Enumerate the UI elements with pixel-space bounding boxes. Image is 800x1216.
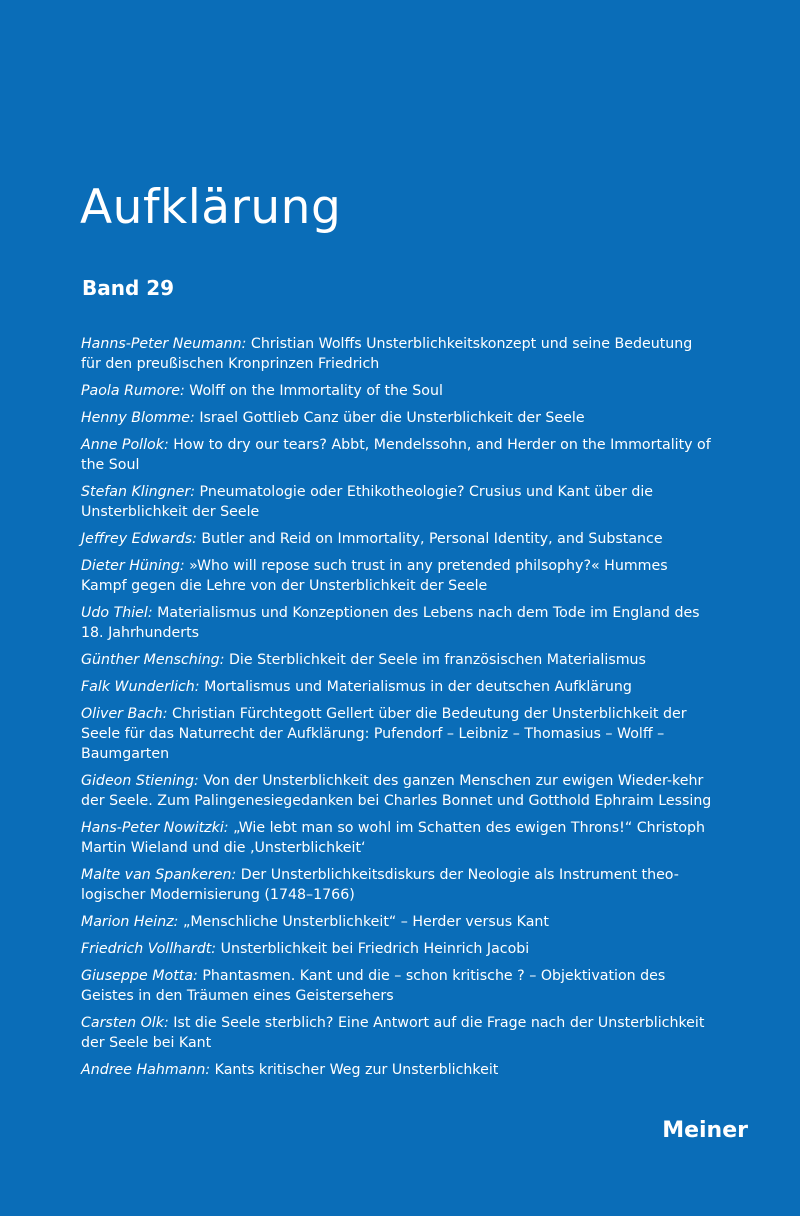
publisher-logo: Meiner bbox=[662, 1118, 748, 1143]
entry-author: Udo Thiel: bbox=[81, 605, 153, 621]
contents-entry bbox=[81, 334, 713, 374]
entry-author: Giuseppe Motta: bbox=[81, 968, 198, 984]
entry-author: Carsten Olk: bbox=[81, 1015, 169, 1031]
entry-title: Von der Unsterblichkeit des ganzen Menschen zur ewigen Wieder-kehr der Seele. Zum Palingenesiegedanken bei Charles Bonnet und Gotthold Ephraim Lessing bbox=[81, 773, 712, 809]
entry-author: Falk Wunderlich: bbox=[81, 679, 200, 695]
table-of-contents bbox=[81, 334, 713, 1087]
contents-entry bbox=[81, 912, 713, 932]
contents-entry bbox=[81, 704, 713, 764]
entry-title: Christian Fürchtegott Gellert über die Bedeutung der Unsterblichkeit der Seele für das Naturrecht der Aufklärung: Pufendorf – Leibniz – Thomasius – Wolff – Baumgarten bbox=[81, 706, 687, 762]
contents-entry bbox=[81, 1060, 713, 1080]
series-title: Aufklärung bbox=[80, 180, 342, 235]
entry-author: Stefan Klingner: bbox=[81, 484, 196, 500]
entry-title: Mortalismus und Materialismus in der deutschen Aufklärung bbox=[204, 679, 632, 695]
contents-entry bbox=[81, 408, 713, 428]
entry-title: Die Sterblichkeit der Seele im französischen Materialismus bbox=[228, 652, 646, 668]
volume-number: Band 29 bbox=[82, 276, 175, 300]
entry-title: Phantasmen. Kant und die – schon kritische ? – Objektivation des Geistes in den Träumen eines Geistersehers bbox=[81, 968, 666, 1004]
entry-title: Ist die Seele sterblich? Eine Antwort auf die Frage nach der Unsterblichkeit der Seele bei Kant bbox=[81, 1015, 705, 1051]
contents-entry bbox=[81, 482, 713, 522]
entry-title: „Menschliche Unsterblichkeit“ – Herder versus Kant bbox=[182, 914, 549, 930]
contents-entry bbox=[81, 966, 713, 1006]
contents-entry bbox=[81, 381, 713, 401]
entry-author: Andree Hahmann: bbox=[81, 1062, 211, 1078]
entry-author: Marion Heinz: bbox=[81, 914, 179, 930]
contents-entry bbox=[81, 865, 713, 905]
entry-title: Israel Gottlieb Canz über die Unsterblichkeit der Seele bbox=[199, 410, 585, 426]
contents-entry bbox=[81, 939, 713, 959]
entry-title: Pneumatologie oder Ethikotheologie? Crusius und Kant über die Unsterblichkeit der Seele bbox=[81, 484, 654, 520]
entry-author: Gideon Stiening: bbox=[81, 773, 199, 789]
entry-title: Der Unsterblichkeitsdiskurs der Neologie als Instrument theo-logischer Modernisierung (1748–1766) bbox=[81, 867, 679, 903]
entry-author: Malte van Spankeren: bbox=[81, 867, 237, 883]
entry-title: »Who will repose such trust in any pretended philsophy?« Hummes Kampf gegen die Lehre von der Unsterblichkeit der Seele bbox=[81, 558, 668, 594]
contents-entry bbox=[81, 818, 713, 858]
entry-title: Kants kritischer Weg zur Unsterblichkeit bbox=[214, 1062, 499, 1078]
entry-author: Günther Mensching: bbox=[81, 652, 225, 668]
entry-title: Christian Wolffs Unsterblichkeitskonzept und seine Bedeutung für den preußischen Kronprinzen Friedrich bbox=[81, 336, 693, 372]
entry-author: Dieter Hüning: bbox=[81, 558, 185, 574]
entry-title: How to dry our tears? Abbt, Mendelssohn, and Herder on the Immortality of the Soul bbox=[81, 437, 711, 473]
entry-title: Wolff on the Immortality of the Soul bbox=[189, 383, 443, 399]
contents-entry bbox=[81, 435, 713, 475]
entry-author: Hans-Peter Nowitzki: bbox=[81, 820, 229, 836]
contents-entry bbox=[81, 556, 713, 596]
contents-entry bbox=[81, 677, 713, 697]
entry-author: Friedrich Vollhardt: bbox=[81, 941, 217, 957]
entry-author: Jeffrey Edwards: bbox=[81, 531, 197, 547]
entry-title: „Wie lebt man so wohl im Schatten des ewigen Throns!“ Christoph Martin Wieland und die ‚Unsterblichkeit‘ bbox=[81, 820, 706, 856]
contents-entry bbox=[81, 1013, 713, 1053]
entry-author: Oliver Bach: bbox=[81, 706, 168, 722]
entry-title: Butler and Reid on Immortality, Personal Identity, and Substance bbox=[201, 531, 663, 547]
entry-title: Materialismus und Konzeptionen des Lebens nach dem Tode im England des 18. Jahrhunderts bbox=[81, 605, 700, 641]
entry-title: Unsterblichkeit bei Friedrich Heinrich Jacobi bbox=[220, 941, 530, 957]
contents-entry bbox=[81, 603, 713, 643]
contents-entry bbox=[81, 529, 713, 549]
entry-author: Henny Blomme: bbox=[81, 410, 195, 426]
entry-author: Hanns-Peter Neumann: bbox=[81, 336, 247, 352]
contents-entry bbox=[81, 650, 713, 670]
entry-author: Anne Pollok: bbox=[81, 437, 169, 453]
contents-entry bbox=[81, 771, 713, 811]
entry-author: Paola Rumore: bbox=[81, 383, 185, 399]
